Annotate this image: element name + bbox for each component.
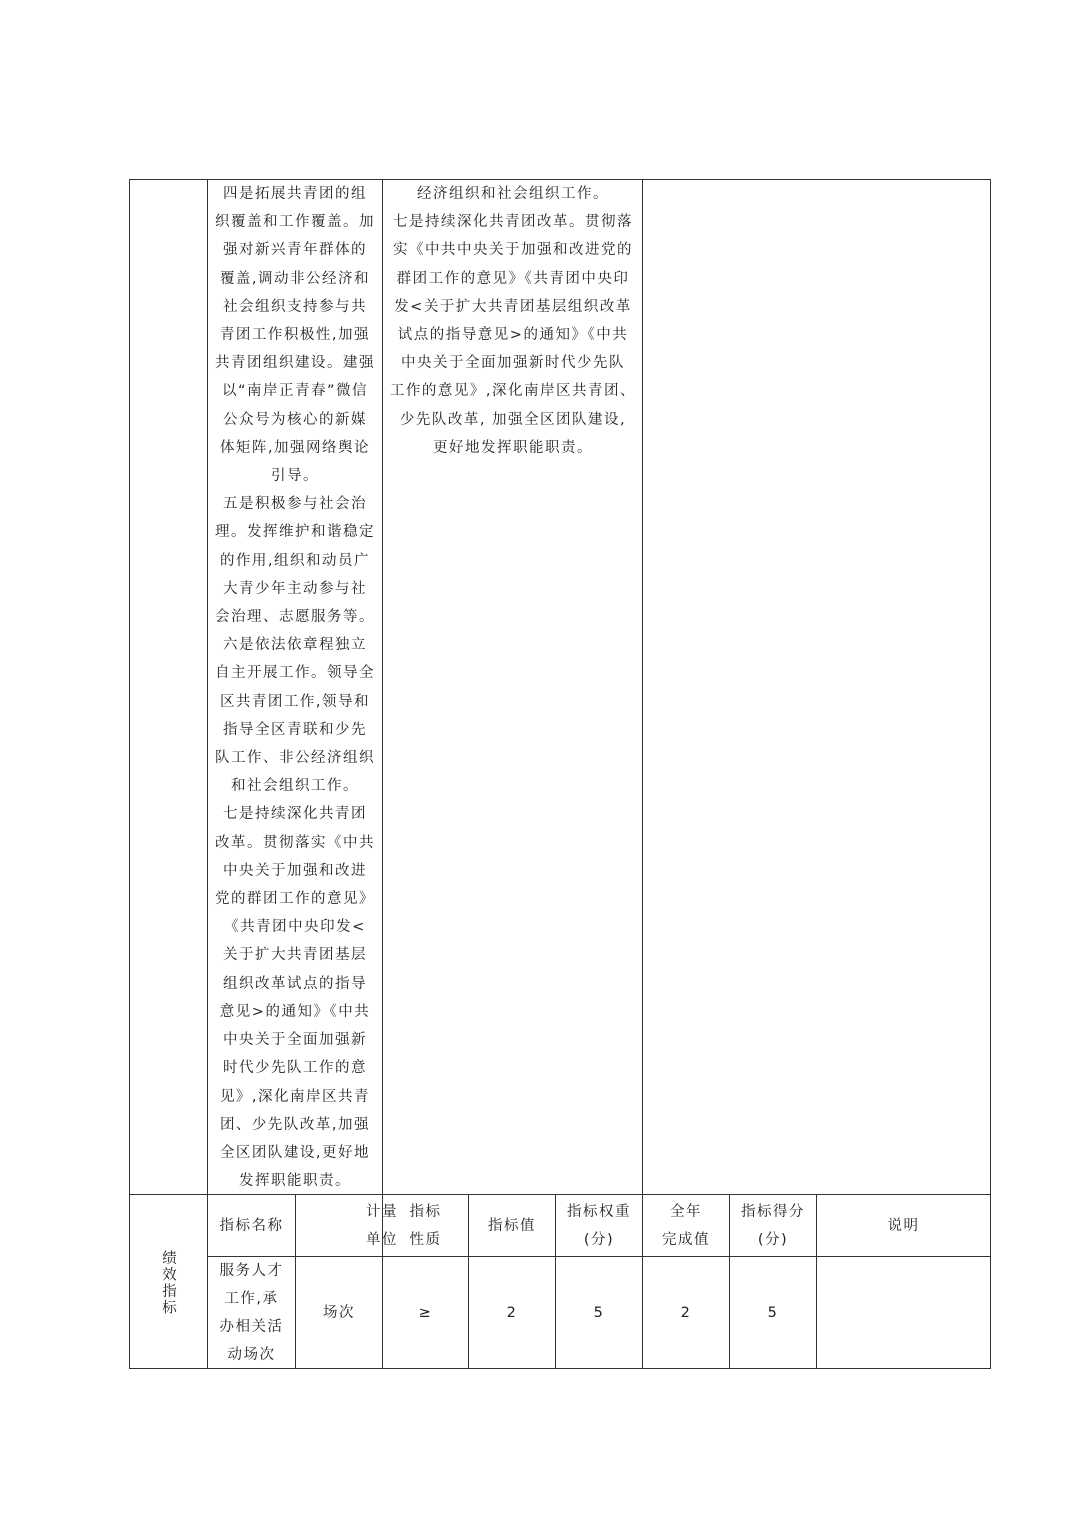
row-value: 2 — [506, 1304, 518, 1321]
perf-section-label-text: 绩效指标 — [160, 1249, 176, 1316]
content-column-1: 四是拓展共青团的组 织覆盖和工作覆盖。加 强对新兴青年群体的 覆盖,调动非公经济和 社会组织支持参与共 青团工作积极性,加强 共青团组织建设。建强 以“南岸正青春”微信 公众号为核心的新媒 体矩阵,加强网络舆论 引导。 五是积极参与社会治 理。发挥维护和谐稳定 的作用,组织和动员广 大青少年主动参与社 会治理、志愿服务等。 六是依法依章程独立 自主开展工作。领导全 区共青团工作,领导和 指导全区青联和少先 队工作、非公经济组织 和社会组织工作。 七是持续深化共青团 改革。贯彻落实《中共 中央关于加强和改进 党的群团工作的意见》 《共青团中央印发< 关于扩大共青团基层 组织改革试点的指导 意见>的通知》《中共 中央关于全面加强新 时代少先队工作的意 见》,深化南岸区共青 团、少先队改革,加强 全区团队建设,更好地 发挥职能职责。 — [215, 186, 375, 1190]
header-nature: 指标 性质 — [409, 1203, 442, 1248]
table-col-divider — [382, 179, 383, 1369]
table-col-divider — [642, 179, 643, 1369]
header-note: 说明 — [887, 1217, 920, 1234]
header-actual: 全年 完成值 — [662, 1203, 710, 1248]
table-border-left — [129, 179, 130, 1369]
header-value: 指标值 — [488, 1217, 536, 1234]
header-name: 指标名称 — [219, 1217, 284, 1234]
header-score: 指标得分 (分) — [741, 1203, 805, 1248]
header-weight: 指标权重 (分) — [567, 1203, 631, 1248]
row-score: 5 — [767, 1304, 779, 1321]
row-unit: 场次 — [323, 1304, 355, 1321]
table-border-right — [990, 179, 991, 1369]
row-note — [817, 1257, 990, 1368]
perf-section-label — [130, 1196, 207, 1369]
row-nature: ≥ — [418, 1304, 433, 1321]
content-column-2: 经济组织和社会组织工作。 七是持续深化共青团改革。贯彻落 实《中共中央关于加强和改进党的 群团工作的意见》《共青团中央印 发<关于扩大共青团基层组织改革 试点的指导意见>的通知》《中共 中央关于全面加强新时代少先队 工作的意见》,深化南岸区共青团、 少先队改革, 加强全区团队建设, 更好地发挥职能职责。 — [389, 186, 637, 456]
row-actual: 2 — [680, 1304, 692, 1321]
row-name: 服务人才 工作,承 办相关活 动场次 — [219, 1262, 284, 1363]
header-unit: 计量 单位 — [366, 1203, 398, 1248]
row-weight: 5 — [593, 1304, 605, 1321]
